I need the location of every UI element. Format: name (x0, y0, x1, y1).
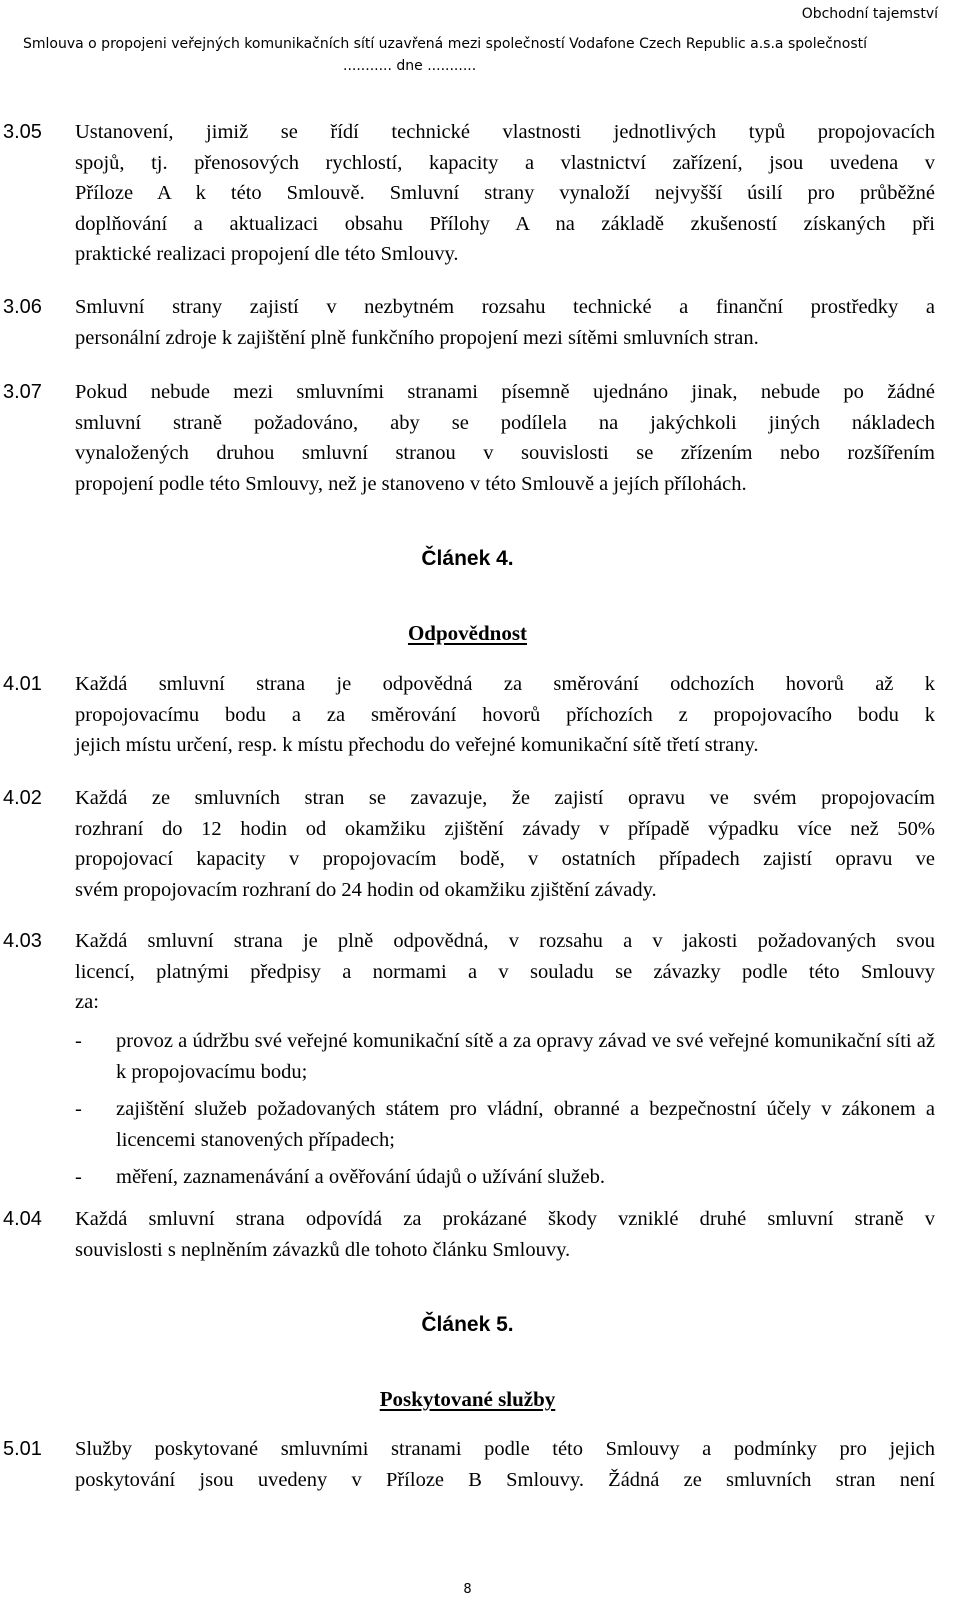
obligations-list (75, 1026, 935, 1193)
text-line: Každá smluvní strana je odpovědná za směrování odchozích hovorů až k (75, 673, 935, 695)
section-text (75, 783, 935, 905)
text-line: propojovacímu bodu a za směrování hovorů příchozích z propojovacího bodu k (75, 703, 935, 726)
text-line: za: (75, 991, 99, 1013)
section-text (75, 926, 935, 1018)
text-line: komunikační síti až k propojovacímu bodu; (116, 1030, 936, 1083)
list-item (75, 1162, 935, 1193)
text-line: Každá smluvní strana je plně odpovědná, v rozsahu a v jakosti požadovaných svou (75, 930, 935, 952)
list-item (75, 1094, 935, 1155)
text-line: Pokud nebude mezi smluvními stranami písemně ujednáno jinak, nebude po žádné (75, 381, 935, 403)
section-number: 4.02 (3, 787, 42, 809)
section-number: 3.06 (3, 296, 42, 318)
text-line: svém propojovacím rozhraní do 24 hodin od okamžiku zjištění závady. (75, 878, 657, 901)
text-line: provoz a údržbu své veřejné komunikační sítě a za opravy závad ve své veřejné (116, 1030, 770, 1052)
text-line: smluvní straně požadováno, aby se podílela na jakýchkoli jiných nákladech (75, 411, 935, 434)
text-line: poskytování jsou uvedeny v Příloze B Smlouvy. Žádná ze smluvních stran není (75, 1468, 935, 1491)
text-line: vynaložených druhou smluvní stranou v souvislosti se zřízením nebo rozšířením (75, 442, 935, 464)
text-line: souvislosti s neplněním závazků dle tohoto článku Smlouvy. (75, 1238, 571, 1261)
article-5-heading: Poskytované služby (379, 1387, 556, 1411)
dash-marker: - (75, 1166, 82, 1188)
text-line: propojení podle této Smlouvy, než je stanoveno v této Smlouvě a jejích přílohách. (75, 472, 747, 495)
text-line: propojovací kapacity v propojovacím bodě, v ostatních případech zajistí opravu ve (75, 848, 935, 870)
section-text (75, 1204, 935, 1265)
article-4-heading: Odpovědnost (407, 621, 528, 645)
article-4-title: Článek 4. (421, 547, 514, 570)
section-number: 5.01 (3, 1438, 42, 1460)
section-text (75, 669, 935, 761)
contract-date-line: ........... dne ........... (343, 58, 477, 74)
section-text (75, 377, 935, 499)
dash-marker: - (75, 1030, 82, 1052)
confidentiality-label: Obchodní tajemství (801, 6, 938, 22)
text-line: rozhraní do 12 hodin od okamžiku zjištění závady v případě výpadku více než 50% (75, 817, 935, 840)
text-line: praktické realizaci propojení dle této Smlouvy. (75, 243, 459, 265)
text-line: Příloze A k této Smlouvě. Smluvní strany vynaloží nejvyšší úsilí pro průběžné (75, 182, 935, 204)
text-line: Každá smluvní strana odpovídá za prokázané škody vzniklé druhé smluvní straně v (75, 1208, 935, 1230)
text-line: doplňování a aktualizaci obsahu Přílohy A na základě zkušeností získaných při (75, 212, 935, 235)
text-line: jejich místu určení, resp. k místu přechodu do veřejné komunikační sítě třetí strany. (75, 734, 759, 756)
list-item (75, 1026, 935, 1087)
section-number: 3.05 (3, 121, 42, 143)
text-line: personální zdroje k zajištění plně funkčního propojení mezi sítěmi smluvních stran. (75, 326, 759, 349)
section-text (75, 1434, 935, 1495)
text-line: zajištění služeb požadovaných státem pro vládní, obranné a bezpečnostní účely (116, 1098, 811, 1120)
dash-marker: - (75, 1098, 82, 1120)
section-number: 3.07 (3, 381, 42, 403)
section-number: 4.03 (3, 930, 42, 952)
page-number: 8 (463, 1582, 472, 1597)
section-text (75, 292, 935, 353)
text-line: měření, zaznamenávání a ověřování údajů o užívání služeb. (116, 1166, 605, 1188)
section-number: 4.01 (3, 673, 42, 695)
text-line: v zákonem a licencemi stanovených případech; (116, 1098, 936, 1151)
text-line: licencí, platnými předpisy a normami a v souladu se závazky podle této Smlouvy (75, 960, 935, 983)
article-5-title: Článek 5. (421, 1313, 514, 1336)
section-text (75, 117, 935, 270)
text-line: spojů, tj. přenosových rychlostí, kapacity a vlastnictví zařízení, jsou uvedena v (75, 151, 935, 174)
section-number: 4.04 (3, 1208, 42, 1230)
text-line: Smluvní strany zajistí v nezbytném rozsahu technické a finanční prostředky a (75, 296, 935, 318)
text-line: Každá ze smluvních stran se zavazuje, že zajistí opravu ve svém propojovacím (75, 787, 935, 809)
contract-title: Smlouva o propojeni veřejných komunikačních sítí uzavřená mezi společností Vodafone Czech Republic a.s.a společností (23, 36, 868, 52)
text-line: Služby poskytované smluvními stranami podle této Smlouvy a podmínky pro jejich (75, 1438, 935, 1460)
text-line: Ustanovení, jimiž se řídí technické vlastnosti jednotlivých typů propojovacích (75, 121, 935, 143)
